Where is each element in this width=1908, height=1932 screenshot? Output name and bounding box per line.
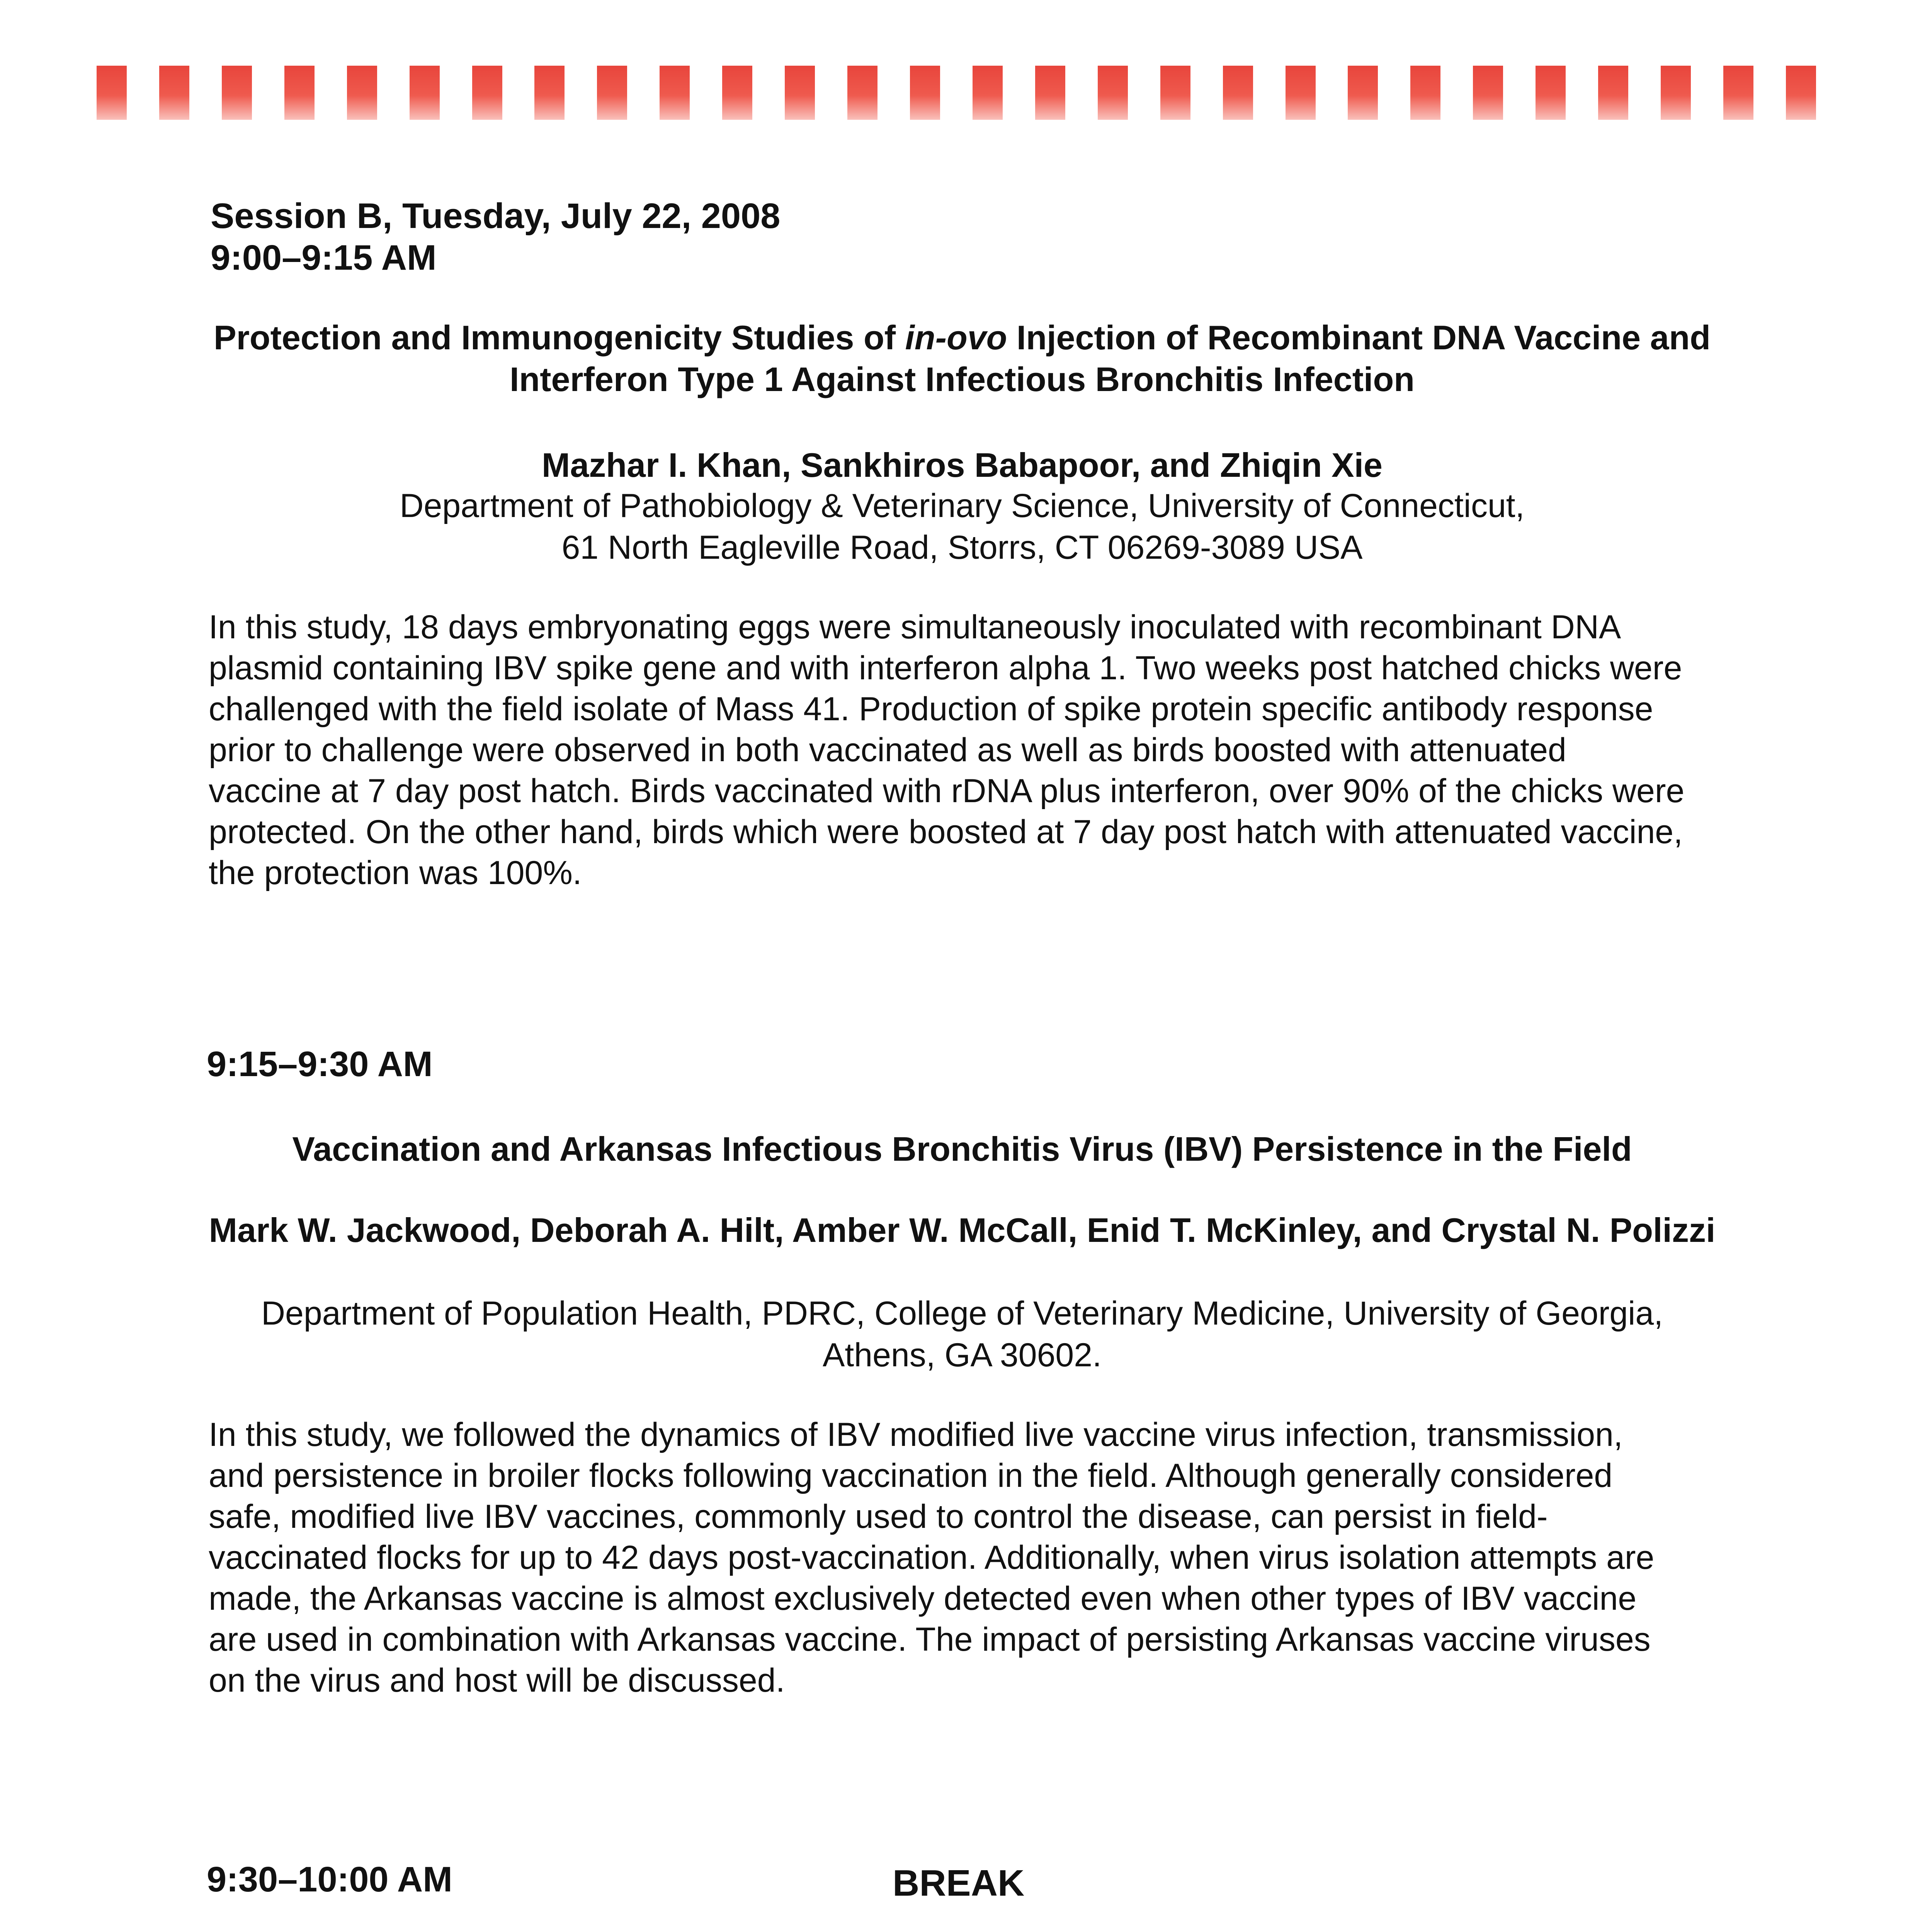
session-heading-block [211, 195, 780, 279]
header-square [1160, 66, 1190, 120]
header-square [1410, 66, 1440, 120]
talk1-affiliation-line2: 61 North Eagleville Road, Storrs, CT 06269-3089 USA [561, 529, 1363, 566]
session-heading: Session B, Tuesday, July 22, 2008 [211, 196, 781, 236]
header-square [660, 66, 690, 120]
talk2-authors: Mark W. Jackwood, Deborah A. Hilt, Amber W. McCall, Enid T. McKinley, and Crystal N. Polizzi [209, 1211, 1716, 1249]
talk2-affiliation [209, 1293, 1716, 1376]
header-square [1223, 66, 1253, 120]
talk1-title-part2: Injection of Recombinant DNA Vaccine and Interferon Type 1 Against Infectious Bronchitis Infection [509, 318, 1711, 398]
header-square [472, 66, 502, 120]
header-square [97, 66, 127, 120]
decorative-header-bar [97, 66, 1816, 128]
talk2-affiliation-line2: Athens, GA 30602. [823, 1337, 1102, 1374]
header-square [1348, 66, 1378, 120]
header-square [1286, 66, 1316, 120]
break-label: BREAK [893, 1862, 1025, 1904]
header-square [847, 66, 877, 120]
header-square [284, 66, 315, 120]
header-square [222, 66, 252, 120]
header-square [1661, 66, 1691, 120]
header-square [1598, 66, 1628, 120]
talk2-abstract: In this study, we followed the dynamics of IBV modified live vaccine virus infection, transmission, and persistence in broiler flocks following vaccination in the field. Although generally considered safe, modified live IBV vaccines, commonly used to control the disease, can persist in field-vaccinated flocks for up to 42 days post-vaccination. Additionally, when virus isolation attempts are made, the Arkansas vaccine is almost exclusively detected even when other types of IBV vaccine are used in combination with Arkansas vaccine. The impact of persisting Arkansas vaccine viruses on the virus and host will be discussed. [209, 1416, 1655, 1699]
talk2-time: 9:15–9:30 AM [207, 1044, 433, 1084]
header-square [973, 66, 1003, 120]
header-square [159, 66, 189, 120]
header-square [1473, 66, 1503, 120]
header-square [347, 66, 377, 120]
talk2-title: Vaccination and Arkansas Infectious Bronchitis Virus (IBV) Persistence in the Field [292, 1130, 1632, 1168]
talk1-abstract: In this study, 18 days embryonating eggs were simultaneously inoculated with recombinant DNA plasmid containing IBV spike gene and with interferon alpha 1. Two weeks post hatched chicks were challenged with the field isolate of Mass 41. Production of spike protein specific antibody response prior to challenge were observed in both vaccinated as well as birds boosted with attenuated vaccine at 7 day post hatch. Birds vaccinated with rDNA plus interferon, over 90% of the chicks were protected. On the other hand, birds which were boosted at 7 day post hatch with attenuated vaccine, the protection was 100%. [209, 609, 1685, 891]
header-square [1098, 66, 1128, 120]
talk1-title-italic: in-ovo [905, 318, 1007, 357]
header-square [910, 66, 940, 120]
header-square [1035, 66, 1065, 120]
header-square [1536, 66, 1566, 120]
talk1-authors: Mazhar I. Khan, Sankhiros Babapoor, and Zhiqin Xie [542, 446, 1383, 484]
header-square [597, 66, 627, 120]
talk1-affiliation-line1: Department of Pathobiology & Veterinary Science, University of Connecticut, [400, 487, 1525, 524]
header-square [410, 66, 440, 120]
header-square [534, 66, 565, 120]
talk1-time: 9:00–9:15 AM [211, 238, 437, 277]
talk2-affiliation-line1: Department of Population Health, PDRC, College of Veterinary Medicine, University of Georgia, [261, 1295, 1663, 1332]
header-square [1723, 66, 1753, 120]
header-square [785, 66, 815, 120]
header-square [1786, 66, 1816, 120]
break-time: 9:30–10:00 AM [207, 1860, 452, 1899]
header-square [722, 66, 752, 120]
talk1-title-part1: Protection and Immunogenicity Studies of [213, 318, 905, 357]
talk1-affiliation [209, 485, 1716, 568]
talk1-title [209, 317, 1716, 400]
